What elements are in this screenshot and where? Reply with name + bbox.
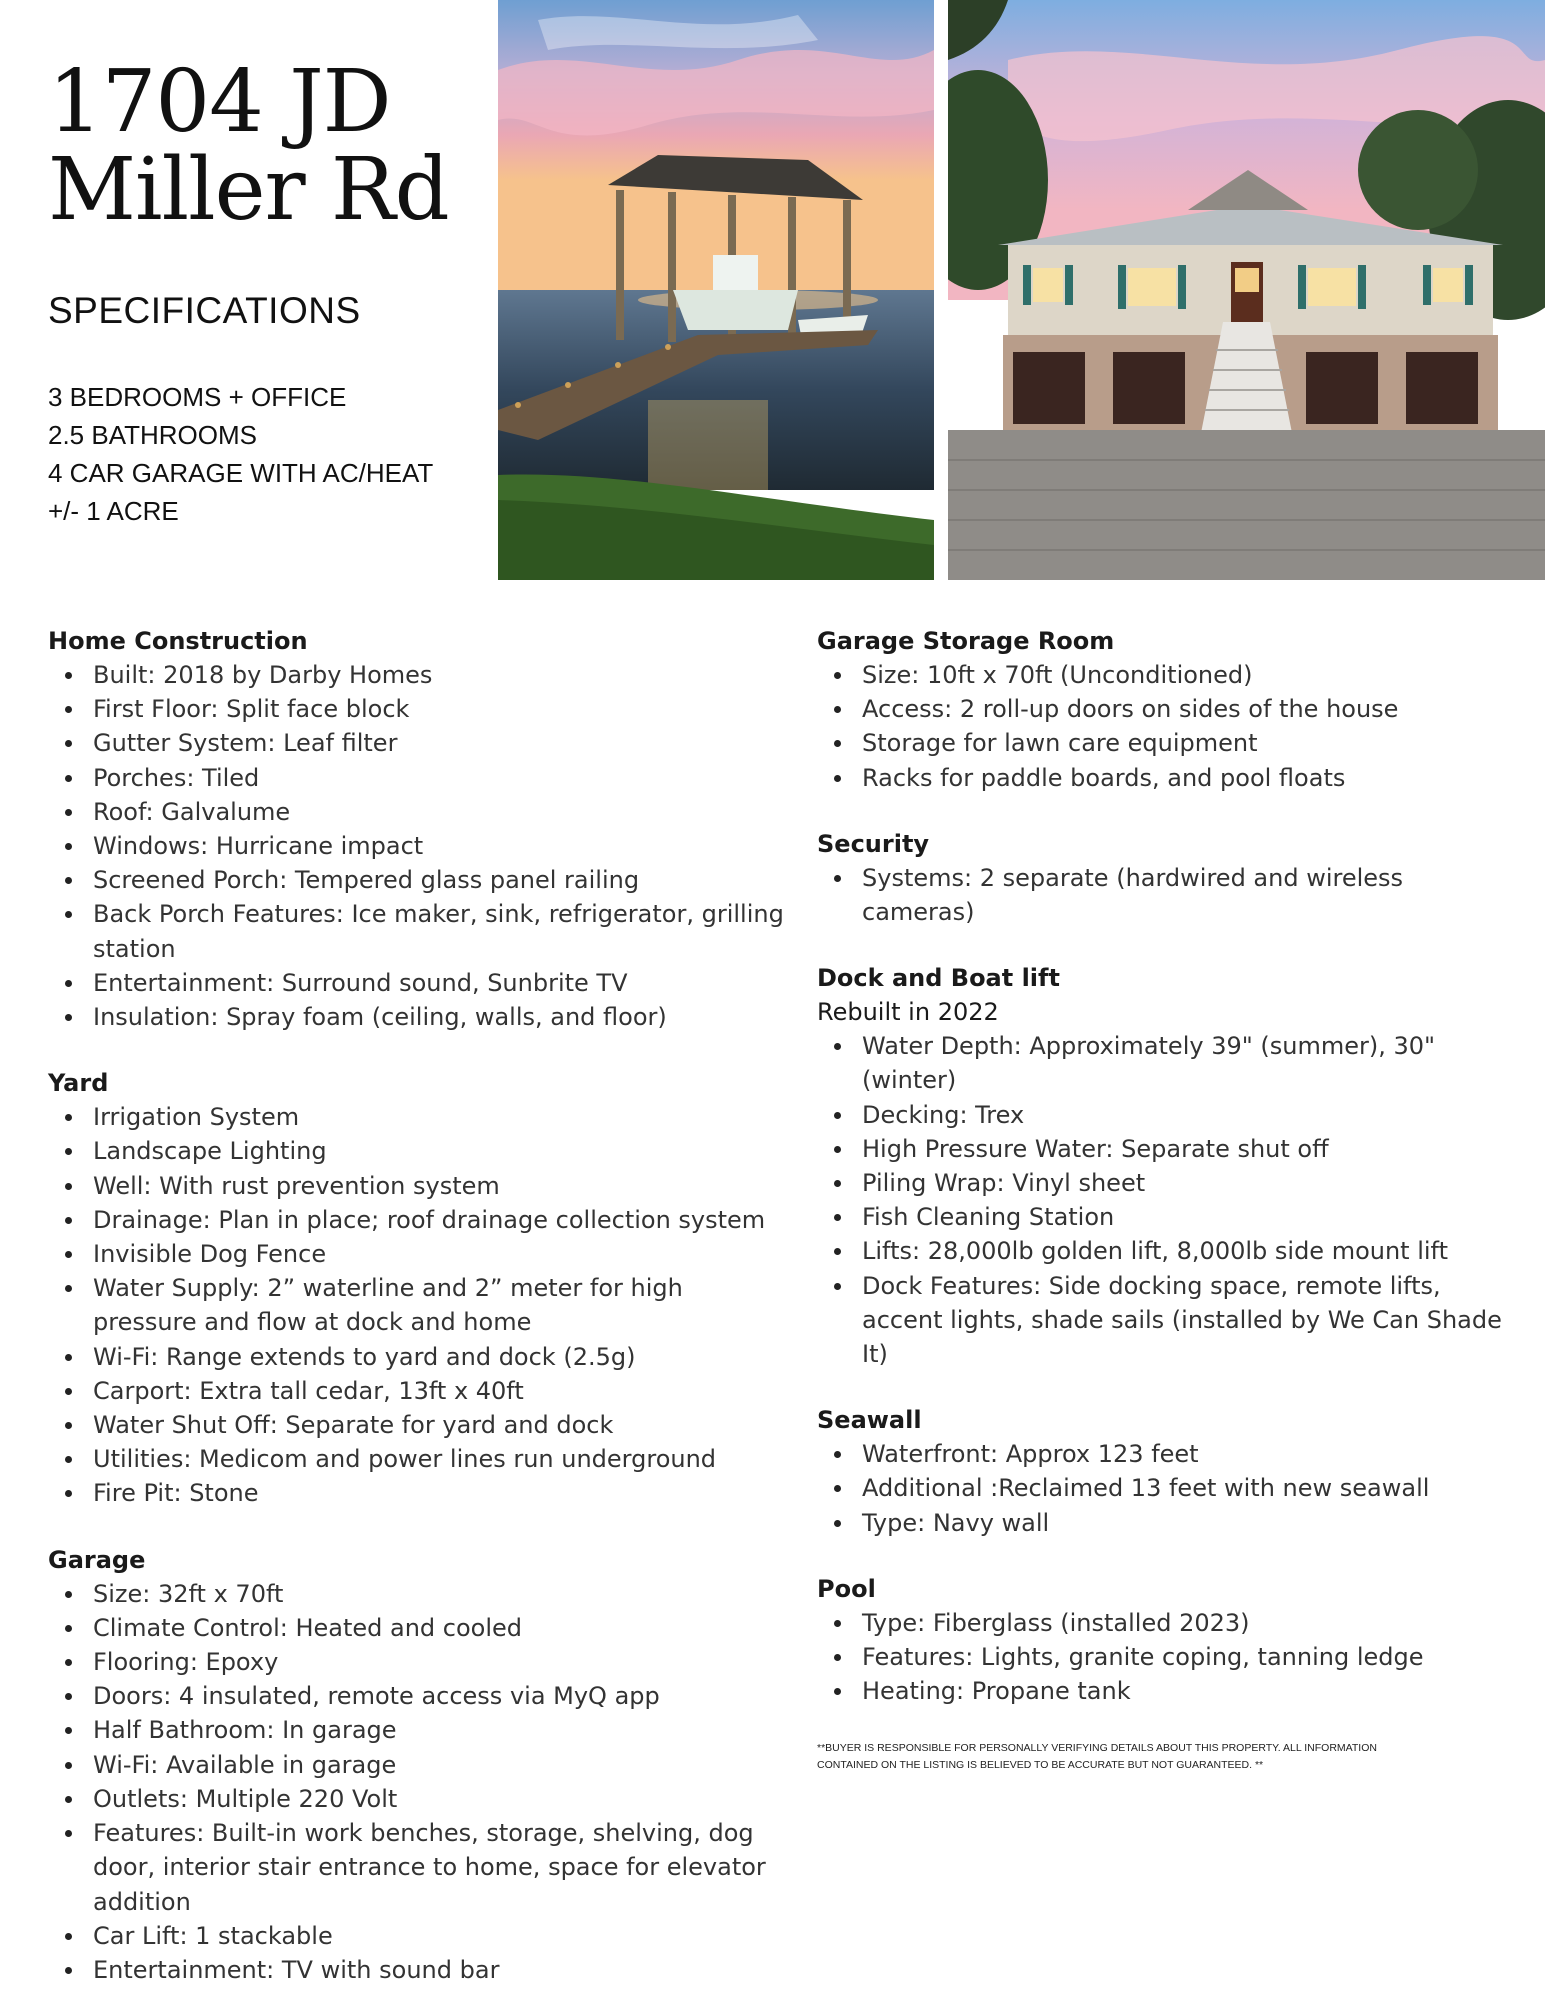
- list-item: Half Bathroom: In garage: [48, 1713, 788, 1747]
- boat-dock-photo: [498, 0, 934, 580]
- list-item: Back Porch Features: Ice maker, sink, refrigerator, grilling station: [48, 897, 788, 965]
- list-item: Carport: Extra tall cedar, 13ft x 40ft: [48, 1374, 788, 1408]
- list-item: Well: With rust prevention system: [48, 1169, 788, 1203]
- list-item: Insulation: Spray foam (ceiling, walls, and floor): [48, 1000, 788, 1034]
- dock-section: [817, 961, 1517, 1371]
- list-item: Landscape Lighting: [48, 1134, 788, 1168]
- home-construction-list: [48, 658, 788, 1034]
- list-item: High Pressure Water: Separate shut off: [817, 1132, 1517, 1166]
- list-item: Access: 2 roll-up doors on sides of the house: [817, 692, 1517, 726]
- seawall-section: [817, 1403, 1517, 1540]
- disclaimer-text: **BUYER IS RESPONSIBLE FOR PERSONALLY VERIFYING DETAILS ABOUT THIS PROPERTY. ALL INFORMATION CONTAINED ON THE LISTING IS BELIEVED TO BE ACCURATE BUT NOT GUARANTEED. **: [817, 1742, 1377, 1772]
- garage-storage-list: [817, 658, 1517, 795]
- list-item: Doors: 4 insulated, remote access via MyQ app: [48, 1679, 788, 1713]
- list-item: Features: Lights, granite coping, tanning ledge: [817, 1640, 1517, 1674]
- section-title: Seawall: [817, 1406, 922, 1435]
- list-item: Screened Porch: Tempered glass panel railing: [48, 863, 788, 897]
- list-item: Type: Navy wall: [817, 1506, 1517, 1540]
- yard-section: [48, 1066, 788, 1510]
- list-item: Water Supply: 2” waterline and 2” meter for high pressure and flow at dock and home: [48, 1271, 788, 1339]
- list-item: Flooring: Epoxy: [48, 1645, 788, 1679]
- list-item: Gutter System: Leaf filter: [48, 726, 788, 760]
- list-item: Water Shut Off: Separate for yard and dock: [48, 1408, 788, 1442]
- section-subtitle: Rebuilt in 2022: [817, 998, 999, 1027]
- spec-bathrooms: 2.5 BATHROOMS: [48, 420, 258, 450]
- property-title: [48, 52, 488, 240]
- pool-section: [817, 1572, 1517, 1709]
- list-item: Climate Control: Heated and cooled: [48, 1611, 788, 1645]
- yard-list: [48, 1100, 788, 1510]
- list-item: Drainage: Plan in place; roof drainage collection system: [48, 1203, 788, 1237]
- section-title: Pool: [817, 1574, 876, 1603]
- security-section: [817, 827, 1517, 929]
- list-item: Heating: Propane tank: [817, 1674, 1517, 1708]
- list-item: Waterfront: Approx 123 feet: [817, 1437, 1517, 1471]
- list-item: Car Lift: 1 stackable: [48, 1919, 788, 1953]
- list-item: Water Depth: Approximately 39" (summer), 30" (winter): [817, 1029, 1517, 1097]
- list-item: Dock Features: Side docking space, remote lifts, accent lights, shade sails (installed by We Can Shade It): [817, 1269, 1517, 1372]
- title-line-1: 1704 JD: [48, 52, 391, 152]
- spec-bedrooms: 3 BEDROOMS + OFFICE: [48, 382, 347, 412]
- specifications-list: [48, 378, 433, 530]
- list-item: Wi-Fi: Available in garage: [48, 1748, 788, 1782]
- seawall-list: [817, 1437, 1517, 1540]
- list-item: Wi-Fi: Range extends to yard and dock (2.5g): [48, 1340, 788, 1374]
- list-item: Irrigation System: [48, 1100, 788, 1134]
- section-title: Home Construction: [48, 627, 308, 655]
- list-item: Entertainment: TV with sound bar: [48, 1953, 788, 1987]
- security-list: [817, 861, 1517, 929]
- section-title: Dock and Boat lift: [817, 964, 1060, 993]
- list-item: Fish Cleaning Station: [817, 1200, 1517, 1234]
- specifications-heading: SPECIFICATIONS: [48, 290, 361, 331]
- list-item: Storage for lawn care equipment: [817, 726, 1517, 760]
- list-item: Lifts: 28,000lb golden lift, 8,000lb side mount lift: [817, 1234, 1517, 1268]
- list-item: Fire Pit: Stone: [48, 1476, 788, 1510]
- list-item: Windows: Hurricane impact: [48, 829, 788, 863]
- list-item: Racks for paddle boards, and pool floats: [817, 761, 1517, 795]
- house-exterior-photo: [948, 0, 1545, 580]
- dock-list: [817, 1029, 1517, 1371]
- list-item: Roof: Galvalume: [48, 795, 788, 829]
- section-title: Yard: [48, 1069, 109, 1098]
- list-item: Type: Fiberglass (installed 2023): [817, 1606, 1517, 1640]
- section-title: Garage Storage Room: [817, 627, 1115, 655]
- title-line-2: Miller Rd: [48, 140, 449, 240]
- right-column: [817, 624, 1517, 1774]
- list-item: Invisible Dog Fence: [48, 1237, 788, 1271]
- list-item: Additional :Reclaimed 13 feet with new seawall: [817, 1471, 1517, 1505]
- list-item: Size: 10ft x 70ft (Unconditioned): [817, 658, 1517, 692]
- spec-acreage: +/- 1 ACRE: [48, 496, 179, 526]
- list-item: Built: 2018 by Darby Homes: [48, 658, 788, 692]
- section-title: Security: [817, 829, 930, 858]
- spec-garage: 4 CAR GARAGE WITH AC/HEAT: [48, 458, 434, 488]
- list-item: Outlets: Multiple 220 Volt: [48, 1782, 788, 1816]
- pool-list: [817, 1606, 1517, 1709]
- list-item: First Floor: Split face block: [48, 692, 788, 726]
- list-item: Features: Built-in work benches, storage, shelving, dog door, interior stair entrance to home, space for elevator addition: [48, 1816, 788, 1919]
- left-column: [48, 624, 788, 2000]
- section-title: Garage: [48, 1545, 146, 1574]
- list-item: Systems: 2 separate (hardwired and wireless cameras): [817, 861, 1517, 929]
- garage-section: [48, 1543, 788, 1987]
- home-construction-section: [48, 624, 788, 1034]
- garage-list: [48, 1577, 788, 1987]
- list-item: Utilities: Medicom and power lines run underground: [48, 1442, 788, 1476]
- list-item: Size: 32ft x 70ft: [48, 1577, 788, 1611]
- list-item: Piling Wrap: Vinyl sheet: [817, 1166, 1517, 1200]
- list-item: Decking: Trex: [817, 1098, 1517, 1132]
- garage-storage-section: [817, 624, 1517, 795]
- list-item: Porches: Tiled: [48, 761, 788, 795]
- list-item: Entertainment: Surround sound, Sunbrite TV: [48, 966, 788, 1000]
